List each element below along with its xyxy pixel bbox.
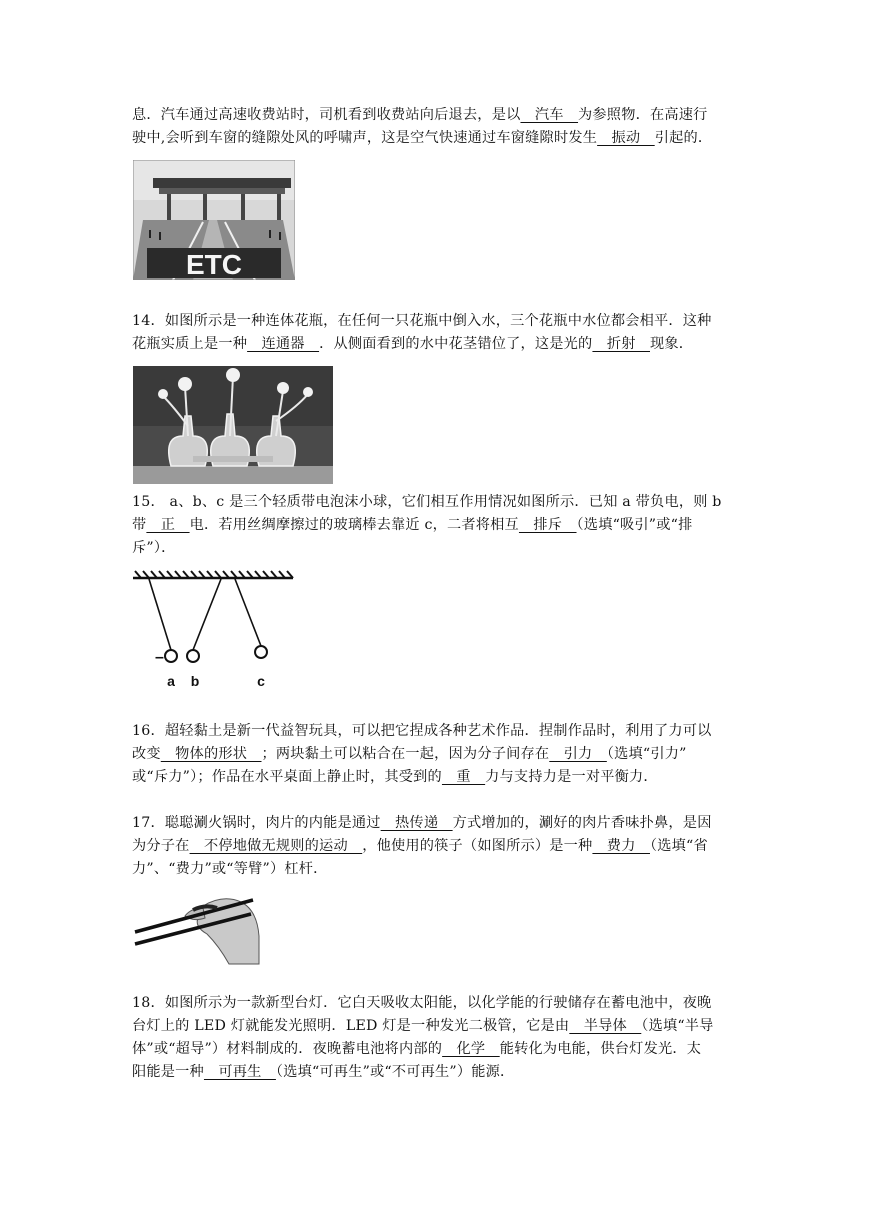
question-15-text — [132, 491, 742, 560]
q15-line1-text: 15． a、b、c 是三个轻质带电泡沫小球，它们相互作用情况如图所示．已知 a 带负电，则 b — [132, 494, 722, 510]
q14-line1-text: 14．如图所示是一种连体花瓶，在任何一只花瓶中倒入水，三个花瓶中水位都会相平．这种 — [132, 313, 712, 329]
question-18-text — [132, 992, 742, 1084]
q13-answer-1: 汽车 — [520, 107, 579, 123]
q13-line1-text: 息．汽车通过高速收费站时，司机看到收费站向后退去，是以 — [132, 107, 521, 123]
q18-line4-tail: （选填“可再生”或“不可再生”）能源． — [275, 1064, 515, 1080]
q15-line3-text: 斥”）． — [132, 540, 176, 556]
q17-line1-text: 17．聪聪涮火锅时，肉片的内能是通过 — [132, 815, 381, 831]
ball-a-label: a — [167, 673, 175, 689]
q16-line3-text: 或“斥力”）；作品在水平桌面上静止时，其受到的 — [132, 769, 442, 785]
etc-road-marking: ETC — [186, 249, 242, 280]
question-16-text — [132, 720, 742, 789]
q14-line2-text: 花瓶实质上是一种 — [132, 336, 248, 352]
q16-line2-text: 改变 — [132, 746, 161, 762]
q18-answer-2: 化学 — [442, 1041, 500, 1057]
q13-line1-tail: 为参照物．在高速行 — [578, 107, 708, 123]
chopsticks-hand-image — [133, 886, 263, 966]
q18-line3-tail: 能转化为电能，供台灯发光．太 — [499, 1041, 702, 1057]
q16-line2-tail: （选填“引力” — [606, 746, 687, 762]
q16-line3-tail: 力与支持力是一对平衡力． — [485, 769, 658, 785]
q16-line1-text: 16．超轻黏土是新一代益智玩具，可以把它捏成各种艺术作品．捏制作品时，利用了力可以 — [132, 723, 712, 739]
charged-balls-diagram — [133, 568, 298, 690]
q18-answer-3: 可再生 — [203, 1064, 276, 1080]
q18-line4-text: 阳能是一种 — [132, 1064, 204, 1080]
q17-answer-1: 热传递 — [380, 815, 453, 831]
ball-c-label: c — [257, 673, 265, 689]
q16-answer-3: 重 — [441, 769, 486, 785]
q14-line2-mid: ．从侧面看到的水中花茎错位了，这是光的 — [319, 336, 593, 352]
q17-line1-tail: 方式增加的，涮好的肉片香味扑鼻，是因 — [452, 815, 712, 831]
q13-line2-text: 驶中,会听到车窗的缝隙处风的呼啸声，这是空气快速通过车窗缝隙时发生 — [132, 130, 598, 146]
q15-line2-tail: （选填“吸引”或“排 — [576, 517, 693, 533]
q18-line2-text: 台灯上的 LED 灯就能发光照明．LED 灯是一种发光二极管，它是由 — [132, 1018, 570, 1034]
q17-answer-3: 费力 — [592, 838, 650, 854]
q15-answer-1: 正 — [146, 517, 190, 533]
q14-answer-2: 折射 — [592, 336, 650, 352]
q16-answer-1: 物体的形状 — [160, 746, 262, 762]
q17-line2-mid: ，他使用的筷子（如图所示）是一种 — [362, 838, 593, 854]
q13-answer-2: 振动 — [597, 130, 655, 146]
question-17-text — [132, 812, 742, 881]
ball-b-label: b — [190, 673, 200, 689]
question-14-text — [132, 310, 742, 356]
q16-line2-mid: ；两块黏土可以粘合在一起，因为分子间存在 — [261, 746, 550, 762]
question-13-text — [132, 104, 742, 150]
q17-line2-tail: （选填“省 — [649, 838, 708, 854]
q17-line3-text: 力”、“费力”或“等臂”）杠杆． — [132, 861, 328, 877]
connected-vases-image — [133, 366, 333, 484]
q17-answer-2: 不停地做无规则的运动 — [189, 838, 363, 854]
q17-line2-text: 为分子在 — [132, 838, 190, 854]
q18-line3-text: 体”或“超导”）材料制成的．夜晚蓄电池将内部的 — [132, 1041, 443, 1057]
q18-line1-text: 18．如图所示为一款新型台灯．它白天吸收太阳能，以化学能的行驶储存在蓄电池中，夜晚 — [132, 995, 712, 1011]
q13-line2-tail: 引起的． — [654, 130, 713, 146]
q16-answer-2: 引力 — [549, 746, 607, 762]
q15-line2-text: 带 — [132, 517, 147, 533]
q14-answer-1: 连通器 — [247, 336, 320, 352]
q15-answer-2: 排斥 — [518, 517, 577, 533]
q14-line2-tail: 现象． — [650, 336, 694, 352]
etc-toll-station-image — [133, 160, 295, 280]
q15-line2-mid: 电．若用丝绸摩擦过的玻璃棒去靠近 c，二者将相互 — [189, 517, 519, 533]
q18-answer-1: 半导体 — [569, 1018, 642, 1034]
q18-line2-tail: （选填“半导 — [641, 1018, 714, 1034]
negative-charge-label: – — [155, 649, 164, 666]
